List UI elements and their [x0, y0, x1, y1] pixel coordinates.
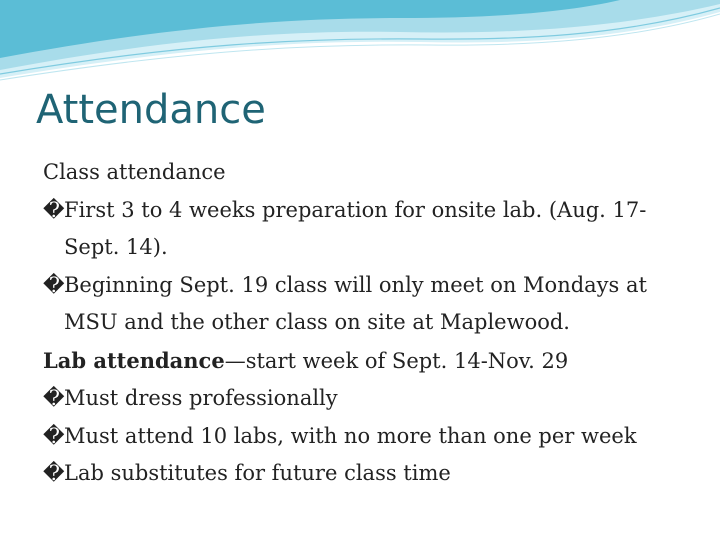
list-item — [43, 192, 693, 230]
slide-title: Attendance — [36, 87, 266, 133]
list-item-text: Lab substitutes for future class time — [64, 461, 451, 485]
list-item-text: Must dress professionally — [64, 386, 338, 410]
heading-lab-detail: —start week of Sept. 14-Nov. 29 — [224, 348, 569, 373]
list-item — [43, 267, 693, 305]
heading-lab-attendance — [43, 342, 693, 381]
list-item-text: Beginning Sept. 19 class will only meet on Mondays at — [64, 272, 647, 297]
heading-class-attendance: Class attendance — [43, 160, 226, 184]
bullet-icon: � — [43, 461, 65, 485]
bullet-icon: � — [43, 423, 65, 448]
list-item-text: First 3 to 4 weeks preparation for onsite lab. (Aug. 17- — [64, 197, 647, 222]
heading-lab-label: Lab attendance — [43, 347, 225, 373]
header-wave-decoration — [0, 0, 720, 90]
bullet-icon: � — [43, 386, 65, 410]
list-item-continuation: Sept. 14). — [64, 235, 168, 259]
list-item — [43, 455, 693, 493]
list-item — [43, 418, 693, 456]
list-item-continuation: MSU and the other class on site at Maplewood. — [64, 310, 570, 334]
list-item — [43, 380, 693, 418]
bullet-icon: � — [43, 197, 65, 222]
list-item-text: Must attend 10 labs, with no more than one per week — [64, 423, 637, 448]
slide-body — [43, 154, 693, 493]
bullet-icon: � — [43, 272, 65, 297]
